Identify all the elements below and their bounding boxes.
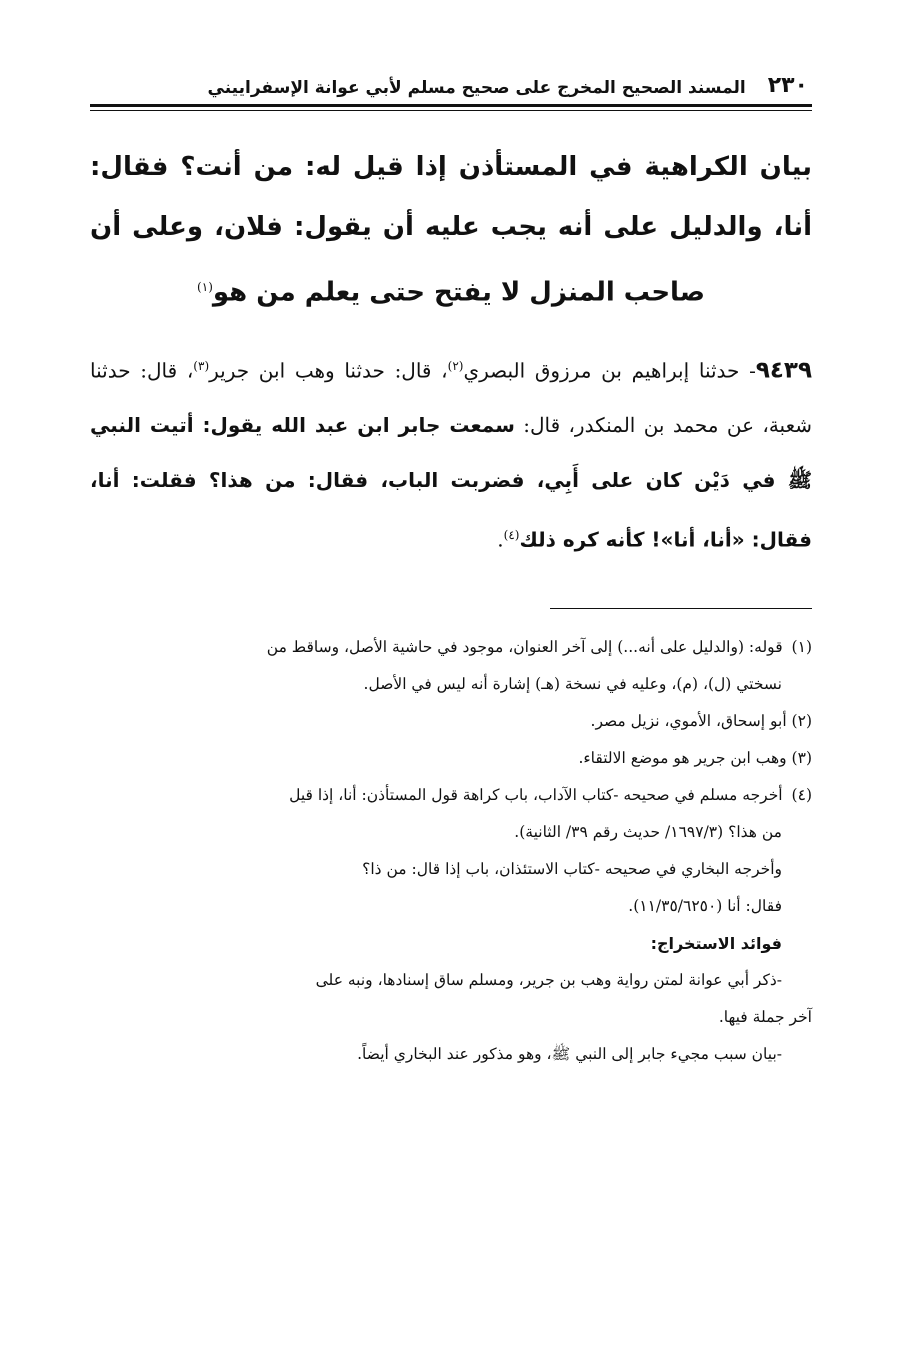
header-rule-thick xyxy=(90,104,812,107)
book-page xyxy=(90,62,812,1073)
hadith-paragraph xyxy=(90,339,812,568)
footnote-ref-3: (٣) xyxy=(193,358,210,373)
footnote-4-number: (٤) xyxy=(791,785,812,804)
footnote-1-text: قوله: (والدليل على أنه...) إلى آخر العنوان، موجود في حاشية الأصل، وساقط من xyxy=(266,637,783,656)
footnote-4-bukhari-continuation: فقال: أنا (١١/٣٥/٦٢٥٠). xyxy=(628,896,782,915)
hadith-dash: - xyxy=(739,358,756,383)
benefit-2: -بيان سبب مجيء جابر إلى النبي ﷺ، وهو مذكور عند البخاري أيضاً. xyxy=(357,1044,782,1063)
page-number: ٢٣٠ xyxy=(767,73,808,98)
footnote-1-number: (١) xyxy=(791,637,812,656)
footnote-4-text: أخرجه مسلم في صحيحه -كتاب الآداب، باب كراهة قول المستأذن: أنا، إذا قيل xyxy=(289,785,783,804)
benefit-1-continuation: آخر جملة فيها. xyxy=(718,1007,812,1026)
benefit-1: -ذكر أبي عوانة لمتن رواية وهب بن جرير، ومسلم ساق إسنادها، ونبه على xyxy=(315,970,782,989)
chapter-heading xyxy=(90,137,812,323)
footnotes xyxy=(90,629,812,1073)
footnote-ref-2: (٢) xyxy=(447,358,464,373)
benefits-heading: فوائد الاستخراج: xyxy=(650,933,782,953)
chapter-heading-text: بيان الكراهية في المستأذن إذا قيل له: من أنت؟ فقال: أنا، والدليل على أنه يجب عليه أن يقول: فلان، وعلى أن صاحب المنزل لا يفتح حتى يعلم من هو xyxy=(90,152,812,308)
hadith-matn: سمعت جابر ابن عبد الله يقول: أتيت النبي ﷺ في دَيْن كان على أَبِي، فضربت الباب، فقال: من هذا؟ فقلت: أنا، فقال: «أنا، أنا»! كأنه كره ذلك xyxy=(90,413,812,552)
footnote-4-continuation: من هذا؟ (١٦٩٧/٣/ حديث رقم ٣٩/ الثانية). xyxy=(514,822,782,841)
running-head xyxy=(90,62,812,98)
isnad-part-2: ، قال: حدثنا وهب ابن جرير xyxy=(209,358,448,383)
footnote-1 xyxy=(90,629,812,666)
footnote-4-bukhari: وأخرجه البخاري في صحيحه -كتاب الاستئذان، باب إذا قال: من ذا؟ xyxy=(362,859,782,878)
isnad-part-3: ، قال: حدثنا شعبة، عن محمد بن المنكدر، قال: xyxy=(90,358,812,438)
footnote-ref-4: (٤) xyxy=(503,528,520,543)
header-rule-thin xyxy=(90,110,812,111)
running-title: المسند الصحيح المخرج على صحيح مسلم لأبي عوانة الإسفراييني xyxy=(207,78,746,98)
footnote-separator xyxy=(550,608,812,609)
footnote-ref-1: (١) xyxy=(197,280,213,294)
isnad-part-1: حدثنا إبراهيم بن مرزوق البصري xyxy=(463,358,740,383)
footnote-2: (٢) أبو إسحاق، الأموي، نزيل مصر. xyxy=(590,711,812,730)
footnote-1-continuation: نسختي (ل)، (م)، وعليه في نسخة (هـ) إشارة أنه ليس في الأصل. xyxy=(363,674,782,693)
footnote-4 xyxy=(90,777,812,814)
hadith-number: ٩٤٣٩ xyxy=(755,357,812,384)
footnote-3: (٣) وهب ابن جرير هو موضع الالتقاء. xyxy=(578,748,812,767)
hadith-end: . xyxy=(497,527,504,552)
